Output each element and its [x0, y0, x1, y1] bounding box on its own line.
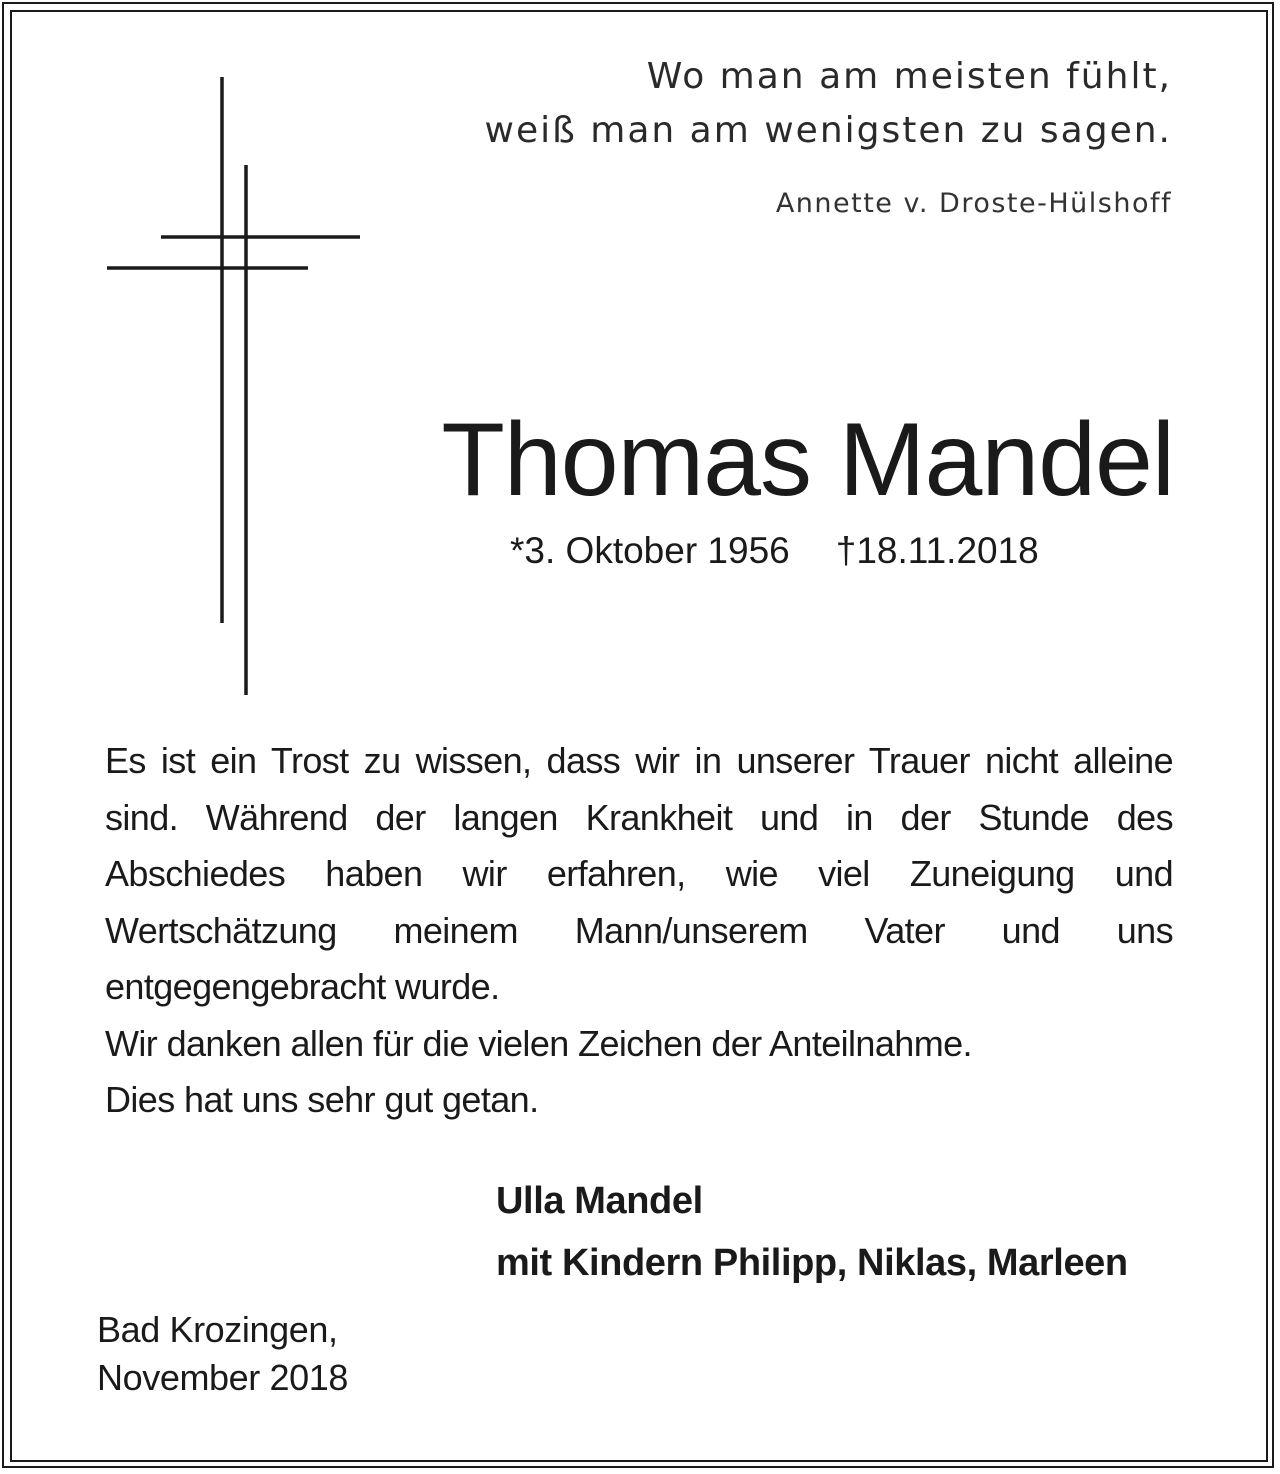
signer-name: Ulla Mandel	[496, 1180, 703, 1222]
quote	[412, 50, 1172, 158]
birth-date: *3. Oktober 1956	[510, 530, 790, 571]
life-dates	[510, 528, 1039, 574]
quote-line-2: weiß man am wenigsten zu sagen.	[484, 110, 1172, 151]
quote-line-1: Wo man am meisten fühlt,	[646, 56, 1172, 97]
message-closing: Dies hat uns sehr gut getan.	[105, 1079, 539, 1120]
message	[105, 733, 1173, 1129]
deceased-name: Thomas Mandel	[441, 402, 1174, 518]
place: Bad Krozingen,	[97, 1309, 338, 1350]
message-paragraph: Es ist ein Trost zu wissen, dass wir in unserer Trauer nicht alleine sind. Während der langen Krankheit und in der Stunde des Abschiedes haben wir erfahren, wie viel Zuneigung und Wertschätzung meinem Mann/unserem Vater und uns entgegengebracht wurde.	[105, 740, 1173, 1007]
date: November 2018	[97, 1357, 348, 1398]
death-date: †18.11.2018	[835, 530, 1039, 571]
quote-author: Annette v. Droste-Hülshoff	[775, 188, 1172, 219]
double-cross-icon	[0, 0, 400, 720]
message-thanks: Wir danken allen für die vielen Zeichen der Anteilnahme.	[105, 1022, 972, 1064]
signers	[496, 1170, 1128, 1294]
signer-children: mit Kindern Philipp, Niklas, Marleen	[496, 1242, 1128, 1284]
place-date	[97, 1306, 348, 1402]
